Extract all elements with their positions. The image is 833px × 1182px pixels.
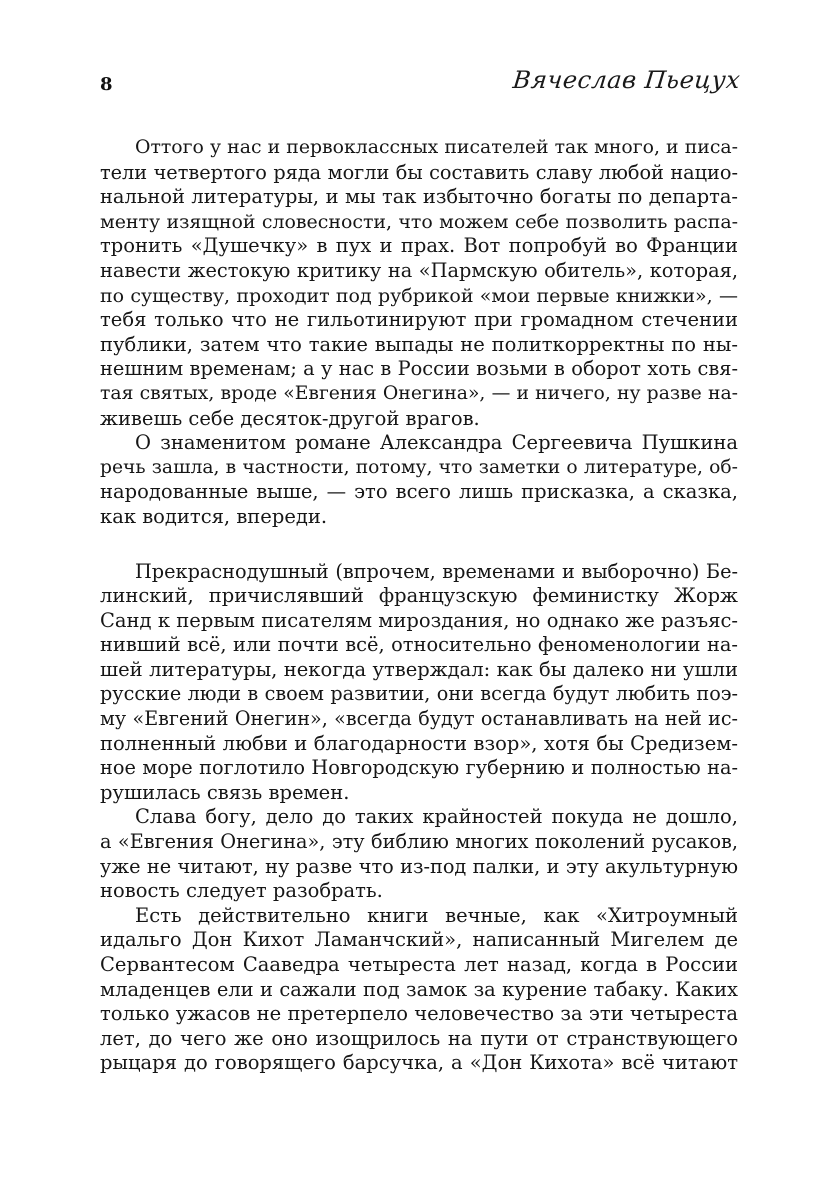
text-line: навести жестокую критику на «Пармскую обитель», которая, [100,258,738,282]
text-line: менту изящной словесности, что можем себе позволить распа- [100,210,738,233]
text-line: Санд к первым писателям мироздания, но однако же разъяс- [100,608,738,632]
text-line: тебя только что не гильотинируют при громадном стечении [100,308,738,332]
text-line: О знаменитом романе Александра Сергеевича Пушкина [135,431,738,455]
text-line: живешь себе десяток-другой врагов. [100,406,480,430]
body-text [100,136,738,1076]
text-line: рушилась связь времен. [100,780,350,804]
text-line: народованные выше, — это всего лишь присказка, а сказка, [100,480,738,504]
text-line: Слава богу, дело до таких крайностей покуда не дошло, [135,805,738,829]
text-line: Оттого у нас и первоклассных писателей так много, и писа- [135,137,738,158]
text-line: младенцев ели и сажали под замок за курение табаку. Каких [100,977,738,1001]
text-line: тронить «Душечку» в пух и прах. Вот попробуй во Франции [100,234,738,258]
paragraph [100,805,738,903]
page-header [100,66,740,106]
text-line: речь зашла, в частности, потому, что заметки о литературе, об- [100,456,738,478]
page-number: 8 [100,74,113,95]
text-line: только ужасов не претерпело человечество за эти четыреста [100,1002,738,1026]
paragraph [100,560,738,806]
paragraph [100,904,738,1076]
text-line: идальго Дон Кихот Ламанчский», написанный Мигелем де [100,928,738,952]
text-line: как водится, впереди. [100,504,328,528]
text-line: Прекраснодушный (впрочем, временами и выборочно) Бе- [135,559,738,583]
text-line: нальной литературы, и мы так избыточно богаты по департа- [100,185,738,209]
text-line: полненный любви и благодарности взор», хотя бы Средизем- [100,731,738,755]
text-line: публики, затем что такие выпады не политкорректны по ны- [100,332,738,356]
text-line: лет, до чего же оно изощрилось на пути от странствующего [100,1026,738,1050]
text-line: шей литературы, некогда утверждал: как бы далеко ни ушли [100,657,738,681]
paragraph [100,136,738,431]
text-line: линский, причислявший французскую феминистку Жорж [100,584,738,608]
paragraph [100,431,738,529]
running-head-author: Вячеслав Пьецух [511,66,742,94]
text-line: нешним временам; а у нас в России возьми в оборот хоть свя- [100,357,738,381]
text-line: Есть действительно книги вечные, как «Хитроумный [135,903,738,927]
text-line: по существу, проходит под рубрикой «мои первые книжки», — [100,284,738,307]
text-line: ное море поглотило Новгородскую губернию и полностью на- [100,756,738,780]
text-line: новость следует разобрать. [100,879,383,903]
text-line: уже не читают, ну разве что из-под палки, и эту акультурную [100,854,738,878]
text-line: русские люди в своем развитии, они всегда будут любить поэ- [100,682,738,706]
text-line: а «Евгения Онегина», эту библию многих поколений русаков, [100,830,738,854]
text-line: тели четвертого ряда могли бы составить славу любой нацио- [100,160,738,184]
text-line: му «Евгений Онегин», «всегда будут останавливать на ней ис- [100,707,738,731]
text-line: Сервантесом Сааведра четыреста лет назад, когда в России [100,953,738,976]
text-line: рыцаря до говорящего барсучка, а «Дон Кихота» всё читают [100,1051,738,1075]
text-line: нивший всё, или почти всё, относительно феноменологии на- [100,633,738,657]
section-break [100,530,738,560]
text-line: тая святых, вроде «Евгения Онегина», — и ничего, ну разве на- [100,382,738,404]
